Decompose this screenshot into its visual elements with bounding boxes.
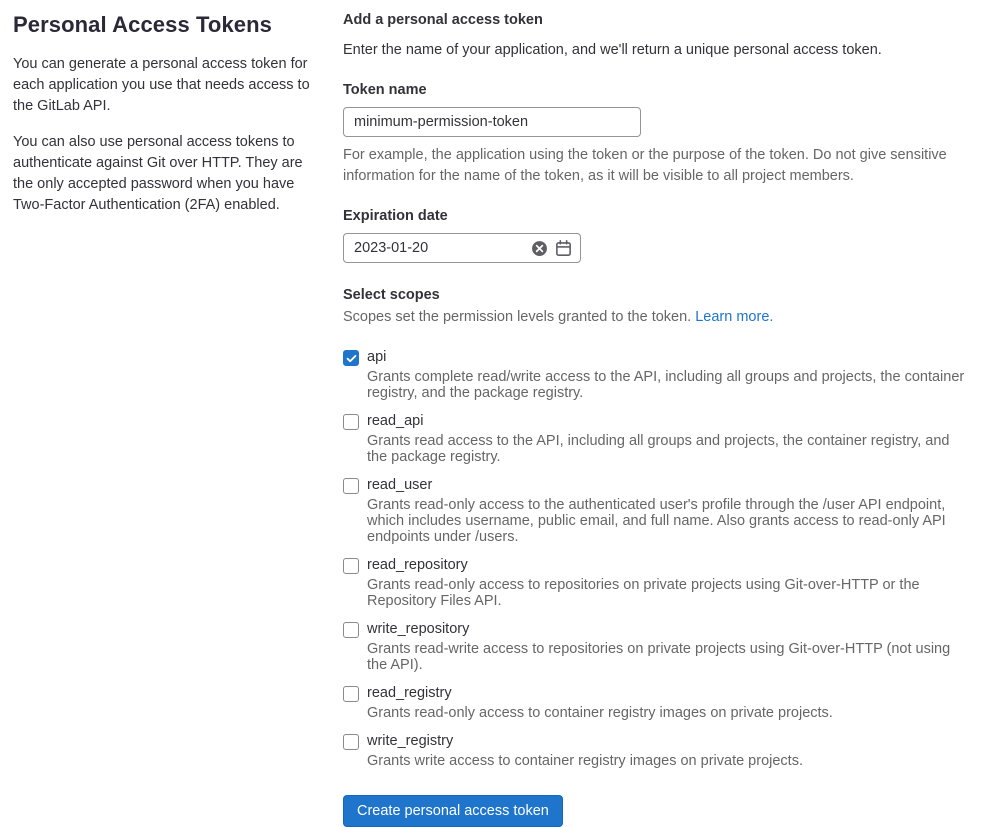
- scope-text: [367, 349, 967, 401]
- scope-description: Grants complete read/write access to the API, including all groups and projects, the container registry, and the package registry.: [367, 369, 965, 401]
- scope-text: [367, 621, 967, 673]
- scope-item-read_user: [343, 477, 973, 545]
- scopes-list: [343, 349, 973, 769]
- scope-text: [367, 557, 967, 609]
- scope-text: [367, 685, 833, 721]
- scope-name-label[interactable]: read_repository: [367, 557, 468, 573]
- sidebar-paragraph-generate: You can generate a personal access token for each application you use that needs access to the GitLab API.: [13, 56, 310, 114]
- checkmark-icon: [346, 353, 357, 364]
- page-title: Personal Access Tokens: [13, 12, 272, 37]
- scope-text: [367, 733, 803, 769]
- scope-description: Grants write access to container registry images on private projects.: [367, 753, 803, 769]
- scope-checkbox-read_api[interactable]: [343, 414, 359, 430]
- scope-item-write_repository: [343, 621, 973, 673]
- token-name-label: Token name: [343, 82, 427, 98]
- scope-item-write_registry: [343, 733, 973, 769]
- scope-checkbox-api[interactable]: [343, 350, 359, 366]
- learn-more-link[interactable]: Learn more.: [695, 309, 774, 325]
- scope-description: Grants read-only access to container registry images on private projects.: [367, 705, 833, 721]
- scope-checkbox-write_repository[interactable]: [343, 622, 359, 638]
- scope-checkbox-read_registry[interactable]: [343, 686, 359, 702]
- sidebar-paragraph-authenticate: You can also use personal access tokens to authenticate against Git over HTTP. They are the only accepted password when you have Two-Factor Authentication (2FA) enabled.: [13, 134, 303, 213]
- date-input-icons: [531, 233, 572, 263]
- clear-date-icon[interactable]: [531, 240, 548, 257]
- scope-item-api: [343, 349, 973, 401]
- scope-checkbox-write_registry[interactable]: [343, 734, 359, 750]
- scopes-help-text: [343, 309, 973, 325]
- scope-name-label[interactable]: api: [367, 349, 387, 365]
- scope-description: Grants read-write access to repositories on private projects using Git-over-HTTP (not using the API).: [367, 641, 951, 673]
- create-token-button[interactable]: Create personal access token: [343, 795, 563, 827]
- form-section-title: Add a personal access token: [343, 12, 543, 28]
- description-sidebar: [13, 12, 343, 827]
- scope-description: Grants read-only access to repositories on private projects using Git-over-HTTP or the Repository Files API.: [367, 577, 920, 609]
- scope-item-read_registry: [343, 685, 973, 721]
- token-name-help-text: For example, the application using the token or the purpose of the token. Do not give sensitive information for the name of the token, as it will be visible to all project members.: [343, 147, 947, 184]
- scope-description: Grants read access to the API, including all groups and projects, the container registry, and the package registry.: [367, 433, 950, 465]
- expiration-date-label: Expiration date: [343, 208, 448, 224]
- scope-item-read_repository: [343, 557, 973, 609]
- expiration-date-field: [343, 233, 581, 263]
- scope-name-label[interactable]: write_repository: [367, 621, 470, 637]
- scope-text: [367, 477, 967, 545]
- scopes-help-sentence: Scopes set the permission levels granted to the token.: [343, 309, 692, 325]
- add-token-form: [343, 12, 973, 827]
- scope-name-label[interactable]: read_user: [367, 477, 433, 493]
- scope-name-label[interactable]: write_registry: [367, 733, 454, 749]
- scope-checkbox-read_repository[interactable]: [343, 558, 359, 574]
- select-scopes-label: Select scopes: [343, 287, 440, 303]
- scope-name-label[interactable]: read_registry: [367, 685, 452, 701]
- scope-name-label[interactable]: read_api: [367, 413, 424, 429]
- token-name-input[interactable]: [343, 107, 641, 137]
- form-section-description: Enter the name of your application, and we'll return a unique personal access token.: [343, 42, 882, 58]
- scope-description: Grants read-only access to the authenticated user's profile through the /user API endpoint, which includes username, public email, and full name. Also grants access to read-only API endpoints under /users.: [367, 497, 946, 545]
- scope-checkbox-read_user[interactable]: [343, 478, 359, 494]
- scope-text: [367, 413, 967, 465]
- scope-item-read_api: [343, 413, 973, 465]
- calendar-icon[interactable]: [555, 240, 572, 257]
